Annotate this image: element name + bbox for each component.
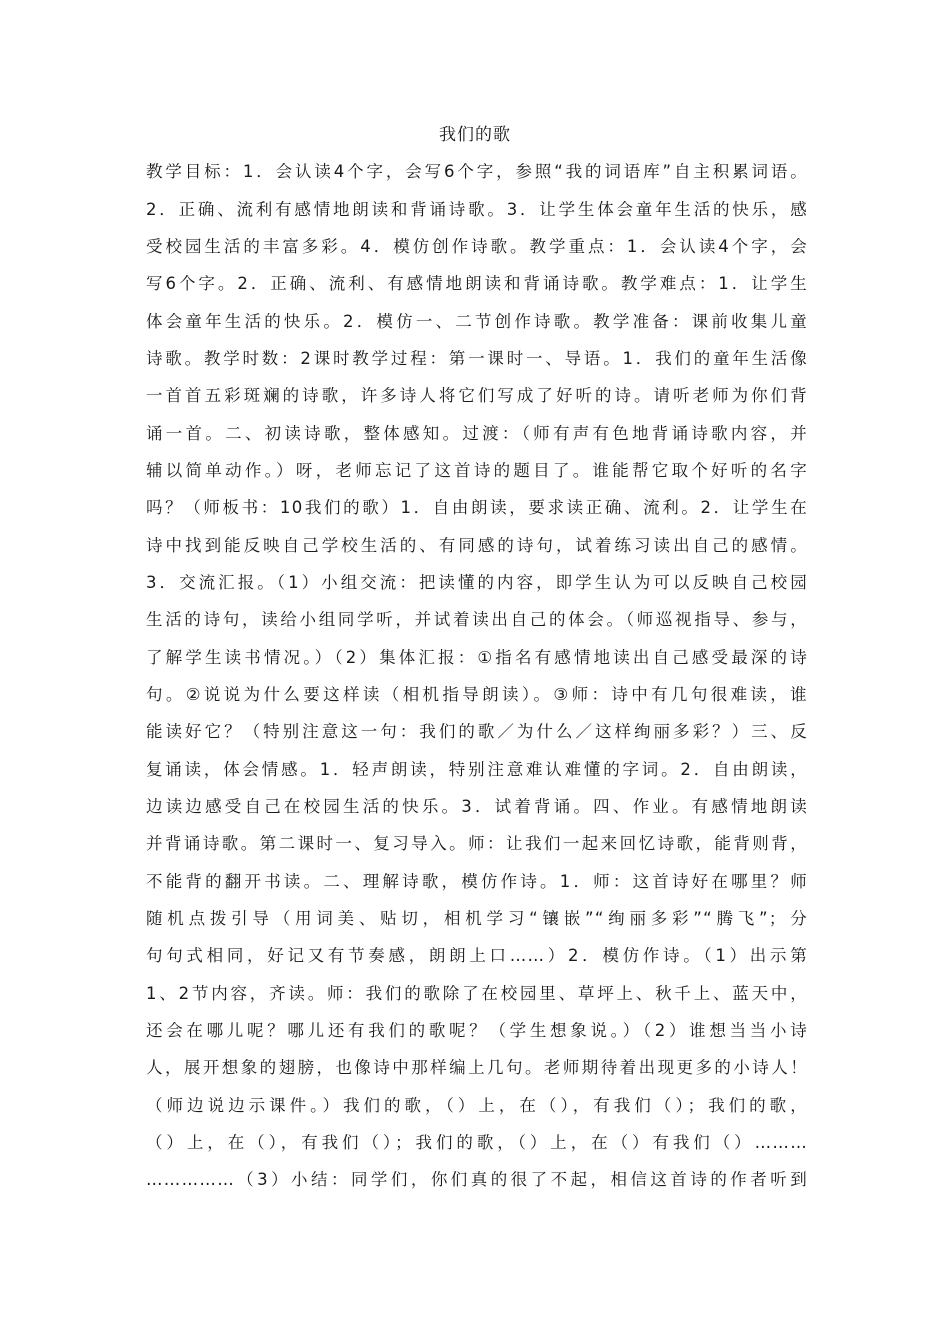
paragraph-line: （）上，在（），有我们（）；我们的歌，（）上，在（）有我们（）……… <box>146 1133 808 1152</box>
paragraph-line: 还会在哪儿呢？哪儿还有我们的歌呢？（学生想象说。）（2）谁想当当小诗 <box>146 1021 808 1040</box>
paragraph-line: ……………（3）小结：同学们，你们真的很了不起，相信这首诗的作者听到 <box>146 1170 808 1189</box>
paragraph-line: 诵一首。二、初读诗歌，整体感知。过渡：（师有声有色地背诵诗歌内容，并 <box>146 424 808 443</box>
paragraph-line: 边读边感受自己在校园生活的快乐。3．试着背诵。四、作业。有感情地朗读 <box>146 797 808 816</box>
paragraph-line: 一首首五彩斑斓的诗歌，许多诗人将它们写成了好听的诗。请听老师为你们背 <box>146 386 808 405</box>
paragraph-line: 写6个字。2．正确、流利、有感情地朗读和背诵诗歌。教学难点：1．让学生 <box>146 274 808 293</box>
paragraph-line: 3．交流汇报。（1）小组交流：把读懂的内容，即学生认为可以反映自己校园 <box>146 573 808 592</box>
paragraph-line: 复诵读，体会情感。1．轻声朗读，特别注意难认难懂的字词。2．自由朗读， <box>146 760 808 779</box>
paragraph-line: 句句式相同，好记又有节奏感，朗朗上口……）2．模仿作诗。（1）出示第 <box>146 946 808 965</box>
paragraph-line: 诗歌。教学时数：2课时教学过程：第一课时一、导语。1．我们的童年生活像 <box>146 349 808 368</box>
paragraph-line: 随机点拨引导（用词美、贴切，相机学习“镶嵌”“绚丽多彩”“腾飞”；分 <box>146 909 808 928</box>
paragraph-line: 不能背的翻开书读。二、理解诗歌，模仿作诗。1．师：这首诗好在哪里？师 <box>146 872 808 891</box>
paragraph-line: 并背诵诗歌。第二课时一、复习导入。师：让我们一起来回忆诗歌，能背则背， <box>146 834 808 853</box>
paragraph-line: 教学目标：1．会认读4个字，会写6个字，参照“我的词语库”自主积累词语。 <box>146 162 808 181</box>
paragraph-line: 2．正确、流利有感情地朗读和背诵诗歌。3．让学生体会童年生活的快乐，感 <box>146 200 808 219</box>
page-title: 我们的歌 <box>439 125 511 145</box>
paragraph-line: 句。②说说为什么要这样读（相机指导朗读）。③师：诗中有几句很难读，谁 <box>146 685 808 704</box>
paragraph-line: 受校园生活的丰富多彩。4．模仿创作诗歌。教学重点：1．会认读4个字，会 <box>146 237 808 256</box>
paragraph-line: （师边说边示课件。）我们的歌，（）上，在（），有我们（）；我们的歌， <box>146 1096 808 1115</box>
paragraph-line: 吗？（师板书：10我们的歌）1．自由朗读，要求读正确、流利。2．让学生在 <box>146 498 808 517</box>
paragraph-line: 能读好它？（特别注意这一句：我们的歌／为什么／这样绚丽多彩？）三、反 <box>146 722 808 741</box>
paragraph-line: 了解学生读书情况。）（2）集体汇报：①指名有感情地读出自己感受最深的诗 <box>146 648 808 667</box>
paragraph-line: 1、2节内容，齐读。师：我们的歌除了在校园里、草坪上、秋千上、蓝天中， <box>146 984 808 1003</box>
paragraph-line: 辅以简单动作。）呀，老师忘记了这首诗的题目了。谁能帮它取个好听的名字 <box>146 461 808 480</box>
paragraph-line: 人，展开想象的翅膀，也像诗中那样编上几句。老师期待着出现更多的小诗人！ <box>146 1058 808 1077</box>
paragraph-line: 生活的诗句，读给小组同学听，并试着读出自己的体会。（师巡视指导、参与， <box>146 610 808 629</box>
paragraph-line: 诗中找到能反映自己学校生活的、有同感的诗句，试着练习读出自己的感情。 <box>146 536 808 555</box>
paragraph-line: 体会童年生活的快乐。2．模仿一、二节创作诗歌。教学准备：课前收集儿童 <box>146 312 808 331</box>
